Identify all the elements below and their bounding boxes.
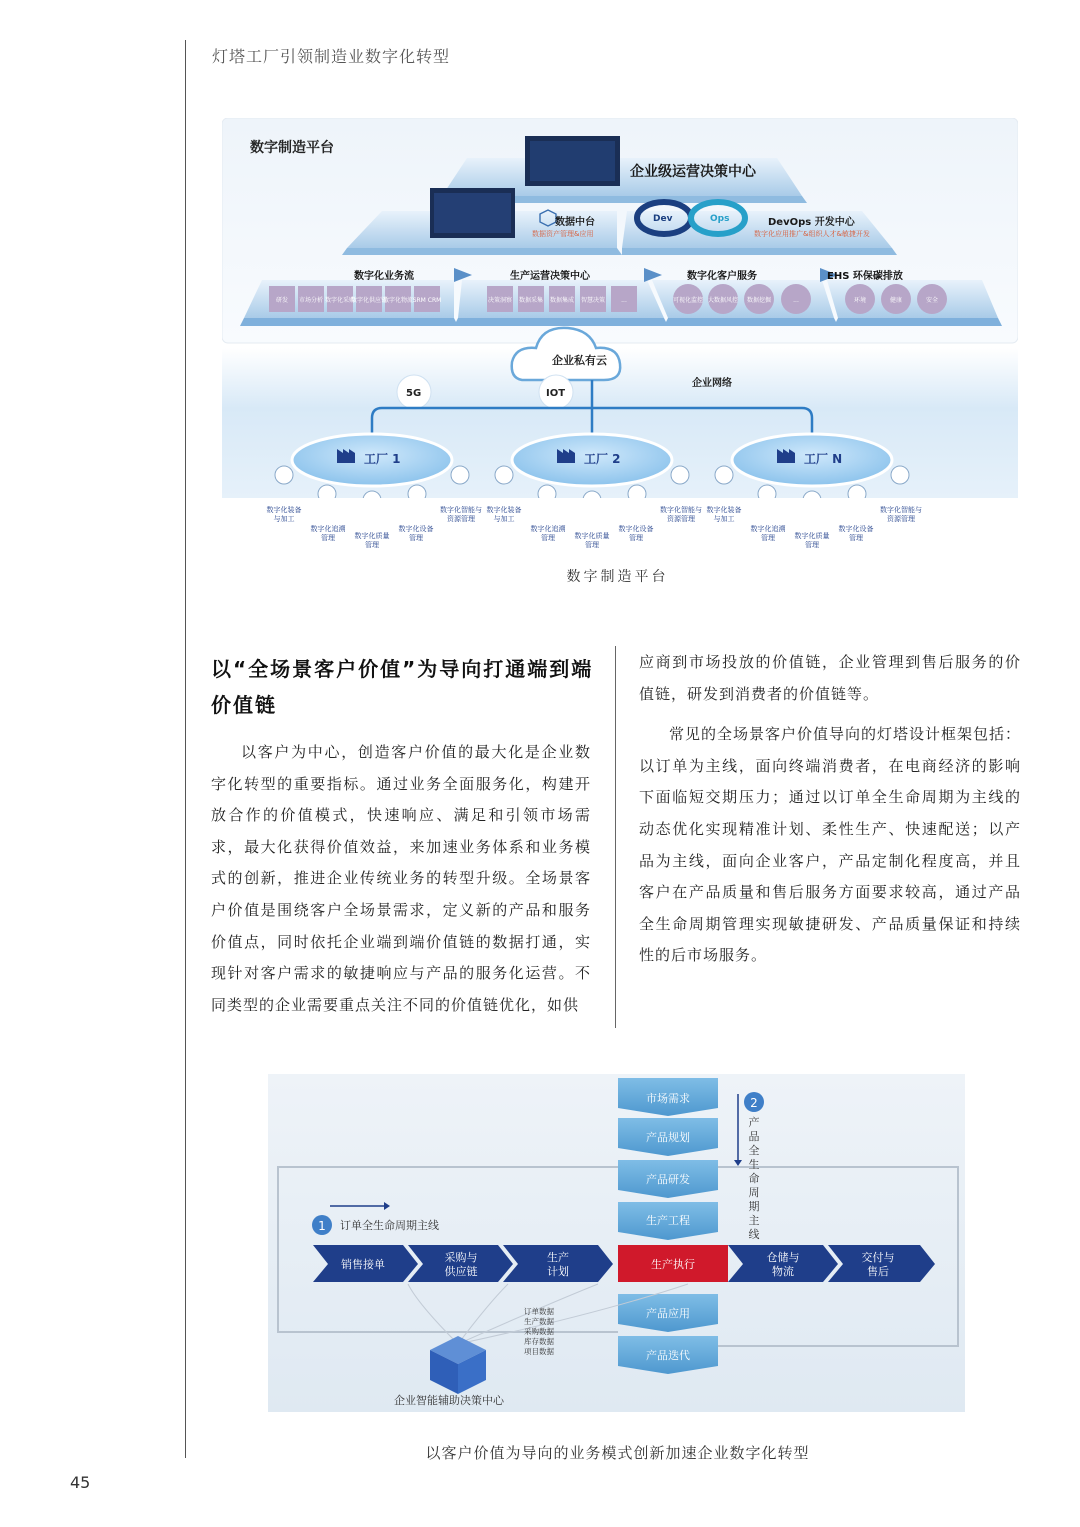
net-iot: IOT <box>546 388 566 399</box>
margin-rule <box>185 40 186 1458</box>
vertical-top-1: 市场需求 <box>646 1092 690 1105</box>
vertical-bottom-2: 产品迭代 <box>646 1349 690 1362</box>
data-item-2: 生产数据 <box>524 1317 554 1326</box>
factory-2-label-5: 数字化智能与资源管理 <box>660 506 702 523</box>
net-enterprise: 企业网络 <box>692 378 732 389</box>
factory-2-label-2: 数字化追溯管理 <box>530 525 566 542</box>
devops-title: DevOps 开发中心 <box>768 217 855 228</box>
module-item: 数字化采购 <box>324 297 356 304</box>
factory-n-label-2: 数字化追溯管理 <box>750 525 786 542</box>
vertical-top-4: 生产工程 <box>646 1214 690 1227</box>
factory-1-label-1: 数字化装备与加工 <box>266 506 302 523</box>
module-item: 市场分析 <box>298 297 324 304</box>
product-line-c1: 产 <box>748 1116 760 1129</box>
chevron-3b: 计划 <box>547 1265 569 1278</box>
devops-sub: 数字化应用推广&组织人才&敏捷开发 <box>754 230 870 238</box>
module-title-3: 数字化客户服务 <box>687 271 757 282</box>
factory-1-label: 工厂 1 <box>364 452 401 466</box>
module-item: SRM CRM <box>412 297 442 304</box>
right-paragraph-2: 常见的全场景客户价值导向的灯塔设计框架包括：以订单为主线，面向终端消费者，在电商经济的影响下面临短交期压力；通过以订单全生命周期为主线的动态优化实现精准计划、柔性生产、快速配送；以产品为主线，面向企业客户，产品定制化程度高，并且客户在产品质量和售后服务方面要求较高，通过产品全生命周期管理实现敏捷研发、产品质量保证和持续性的后市场服务。 <box>639 725 1022 965</box>
module-item: ... <box>621 297 627 304</box>
data-center-title: 数据中台 <box>555 217 595 228</box>
factory-1-label-3: 数字化质量管理 <box>354 532 390 549</box>
figure1-small-labels <box>222 500 1018 550</box>
chevron-6a: 交付与 <box>861 1251 895 1264</box>
module-item: 智慧决策 <box>580 297 606 304</box>
factory-1-label-4: 数字化设备管理 <box>398 525 434 542</box>
left-paragraph: 以客户为中心，创造客户价值的最大化是企业数字化转型的重要指标。通过业务全面服务化，构建开放合作的价值模式，快速响应、满足和引领市场需求，最大化获得价值效益，来加速业务体系和业务模式的创新，推进企业传统业务的转型升级。全场景客户价值是围绕客户全场景需求，定义新的产品和服务价值点，同时依托企业端到端价值链的数据打通，实现针对客户需求的敏捷响应与产品的服务化运营。不同类型的企业需要重点关注不同的价值链优化，如供 <box>211 743 591 1014</box>
data-item-4: 库存数据 <box>524 1337 554 1346</box>
section-heading: 以“全场景客户价值”为导向打通端到端价值链 <box>211 657 594 717</box>
module-title-2: 生产运营决策中心 <box>510 271 590 282</box>
data-center-sub: 数据资产管理&应用 <box>532 230 594 238</box>
product-line-num: 2 <box>750 1096 758 1110</box>
chevron-2b: 供应链 <box>444 1265 478 1278</box>
product-line-c4: 生 <box>748 1158 760 1171</box>
chevron-3a: 生产 <box>547 1251 569 1264</box>
module-item: 数字化供应链 <box>350 297 388 304</box>
decision-center-label: 企业智能辅助决策中心 <box>394 1394 504 1407</box>
data-item-5: 项目数据 <box>524 1347 554 1356</box>
product-line-c5: 命 <box>748 1172 760 1185</box>
vertical-bottom-1: 产品应用 <box>646 1307 690 1320</box>
value-chain-diagram <box>268 1074 965 1412</box>
module-item: 安全 <box>925 297 939 304</box>
chevron-2a: 采购与 <box>444 1251 478 1264</box>
factory-n-label: 工厂 N <box>804 452 843 466</box>
product-line-c8: 主 <box>748 1214 760 1227</box>
chevron-6b: 售后 <box>867 1265 889 1278</box>
factory-2-label-1: 数字化装备与加工 <box>486 506 522 523</box>
page-number: 45 <box>70 1473 91 1492</box>
figure1-caption: 数字制造平台 <box>566 569 669 585</box>
module-item: 大数据风控 <box>707 297 739 304</box>
module-item: 数据挖掘 <box>746 297 772 304</box>
factory-n-label-4: 数字化设备管理 <box>838 525 874 542</box>
factory-2-label-3: 数字化质量管理 <box>574 532 610 549</box>
platform-label: 数字制造平台 <box>250 140 334 156</box>
ops-label: Ops <box>710 214 730 224</box>
module-item: 研发 <box>275 297 289 304</box>
factory-2-label-4: 数字化设备管理 <box>618 525 654 542</box>
product-line-c7: 期 <box>748 1200 760 1213</box>
vertical-top-3: 产品研发 <box>646 1173 690 1186</box>
digital-platform-diagram <box>222 118 1018 498</box>
data-item-3: 采购数据 <box>524 1327 554 1336</box>
figure2-caption: 以客户价值为导向的业务模式创新加速企业数字化转型 <box>425 1444 810 1462</box>
column-divider <box>615 646 616 1028</box>
product-line-c2: 品 <box>748 1130 760 1143</box>
factory-n-label-1: 数字化装备与加工 <box>706 506 742 523</box>
module-item: 数据集成 <box>549 297 575 304</box>
net-5g: 5G <box>406 388 422 399</box>
chevron-5a: 仓储与 <box>766 1251 800 1264</box>
module-title-4: EHS 环保碳排放 <box>827 271 903 282</box>
module-item: 数据采集 <box>518 297 544 304</box>
factory-1-label-5: 数字化智能与资源管理 <box>440 506 482 523</box>
data-item-1: 订单数据 <box>524 1307 554 1316</box>
chevron-5b: 物流 <box>772 1265 794 1278</box>
vertical-top-2: 产品规划 <box>646 1131 690 1144</box>
top-center-label: 企业级运营决策中心 <box>630 164 756 180</box>
factory-n-label-5: 数字化智能与资源管理 <box>880 506 922 523</box>
factory-2-label: 工厂 2 <box>584 452 621 466</box>
factory-n-label-3: 数字化质量管理 <box>794 532 830 549</box>
product-line-c9: 线 <box>748 1228 760 1241</box>
order-line-num: 1 <box>318 1219 326 1233</box>
chevron-1: 销售接单 <box>341 1258 385 1271</box>
module-item: 健康 <box>889 297 903 304</box>
dev-label: Dev <box>653 214 673 224</box>
factory-1-label-2: 数字化追溯管理 <box>310 525 346 542</box>
running-header: 灯塔工厂引领制造业数字化转型 <box>212 47 451 66</box>
module-item: 可视化监控 <box>672 297 704 304</box>
module-item: 决策洞察 <box>487 297 513 304</box>
module-item: ... <box>793 297 799 304</box>
product-line-c6: 周 <box>748 1186 760 1199</box>
module-item: 数字化物流 <box>382 297 414 304</box>
chevron-4: 生产执行 <box>651 1258 695 1271</box>
product-line-c3: 全 <box>748 1144 760 1157</box>
module-title-1: 数字化业务流 <box>354 271 414 282</box>
right-column <box>639 647 1021 972</box>
module-item: 环境 <box>853 297 867 304</box>
left-column <box>211 737 591 1021</box>
cloud-label: 企业私有云 <box>552 354 607 367</box>
right-paragraph-1: 应商到市场投放的价值链，企业管理到售后服务的价值链，研发到消费者的价值链等。 <box>639 653 1021 703</box>
order-line-label: 订单全生命周期主线 <box>340 1219 439 1232</box>
